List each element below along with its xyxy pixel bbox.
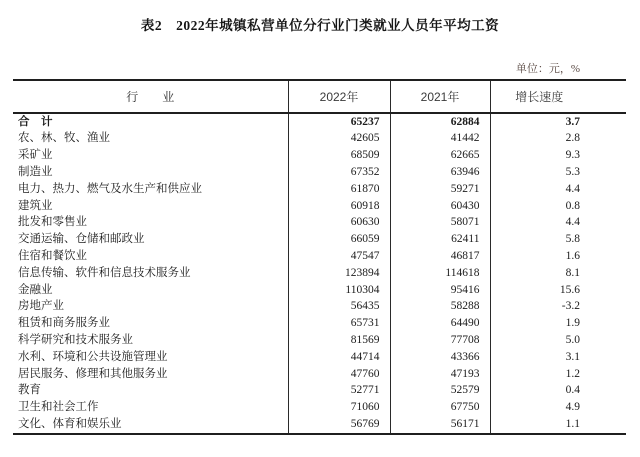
value-2021-cell: 95416 xyxy=(390,282,490,299)
industry-cell: 租赁和商务服务业 xyxy=(18,317,110,330)
industry-cell: 制造业 xyxy=(18,166,53,179)
growth-cell: 4.4 xyxy=(490,181,626,198)
growth-cell: 0.4 xyxy=(490,383,626,400)
unit-note: 单位：元，% xyxy=(515,63,580,75)
industry-cell: 信息传输、软件和信息技术服务业 xyxy=(18,266,191,279)
value-2022-cell: 47760 xyxy=(288,366,390,383)
growth-cell: 3.1 xyxy=(490,349,626,366)
value-2021-cell: 64490 xyxy=(390,316,490,333)
value-2021-cell: 46817 xyxy=(390,248,490,265)
industry-cell: 卫生和社会工作 xyxy=(18,401,99,414)
wage-table xyxy=(13,79,626,435)
column-header-2022: 2022年 xyxy=(288,80,390,113)
value-2022-cell: 42605 xyxy=(288,131,390,148)
value-2022-cell: 60630 xyxy=(288,215,390,232)
table-row xyxy=(13,299,626,316)
growth-cell: -3.2 xyxy=(490,299,626,316)
growth-cell: 2.8 xyxy=(490,131,626,148)
industry-cell: 住宿和餐饮业 xyxy=(18,250,87,263)
value-2022-cell: 44714 xyxy=(288,349,390,366)
value-2021-cell: 62665 xyxy=(390,148,490,165)
growth-cell: 4.9 xyxy=(490,400,626,417)
value-2022-cell: 56769 xyxy=(288,416,390,434)
value-2022-cell: 110304 xyxy=(288,282,390,299)
value-2022-cell: 66059 xyxy=(288,232,390,249)
table-body xyxy=(13,113,626,434)
value-2022-cell: 60918 xyxy=(288,198,390,215)
industry-cell: 金融业 xyxy=(18,283,53,296)
value-2021-cell: 41442 xyxy=(390,131,490,148)
table-row xyxy=(13,232,626,249)
industry-cell: 房地产业 xyxy=(18,300,64,313)
industry-cell: 教育 xyxy=(18,384,41,397)
growth-cell: 1.9 xyxy=(490,316,626,333)
value-2021-cell: 63946 xyxy=(390,164,490,181)
industry-cell: 农、林、牧、渔业 xyxy=(18,132,110,145)
value-2022-cell: 56435 xyxy=(288,299,390,316)
industry-cell: 批发和零售业 xyxy=(18,216,87,229)
value-2021-cell: 77708 xyxy=(390,332,490,349)
value-2022-cell: 67352 xyxy=(288,164,390,181)
growth-cell: 1.2 xyxy=(490,366,626,383)
growth-cell: 4.4 xyxy=(490,215,626,232)
table-row xyxy=(13,215,626,232)
industry-cell: 居民服务、修理和其他服务业 xyxy=(18,367,168,380)
value-2022-cell: 65731 xyxy=(288,316,390,333)
value-2021-cell: 52579 xyxy=(390,383,490,400)
industry-cell: 电力、热力、燃气及水生产和供应业 xyxy=(18,182,202,195)
table-row xyxy=(13,113,626,131)
growth-cell: 5.3 xyxy=(490,164,626,181)
column-header-growth: 增长速度 xyxy=(490,80,626,113)
table-header xyxy=(13,80,626,113)
value-2022-cell: 123894 xyxy=(288,265,390,282)
table-row xyxy=(13,198,626,215)
growth-cell: 1.6 xyxy=(490,248,626,265)
growth-cell: 5.0 xyxy=(490,332,626,349)
header-row xyxy=(13,80,626,113)
value-2021-cell: 43366 xyxy=(390,349,490,366)
table-row xyxy=(13,383,626,400)
growth-cell: 0.8 xyxy=(490,198,626,215)
growth-cell: 15.6 xyxy=(490,282,626,299)
value-2022-cell: 47547 xyxy=(288,248,390,265)
industry-cell: 采矿业 xyxy=(18,149,53,162)
value-2022-cell: 71060 xyxy=(288,400,390,417)
industry-cell: 建筑业 xyxy=(18,199,53,212)
industry-cell: 交通运输、仓储和邮政业 xyxy=(18,233,145,246)
value-2021-cell: 56171 xyxy=(390,416,490,434)
column-header-2021: 2021年 xyxy=(390,80,490,113)
value-2021-cell: 67750 xyxy=(390,400,490,417)
value-2021-cell: 60430 xyxy=(390,198,490,215)
value-2021-cell: 47193 xyxy=(390,366,490,383)
table-row xyxy=(13,366,626,383)
value-2021-cell: 58288 xyxy=(390,299,490,316)
value-2021-cell: 59271 xyxy=(390,181,490,198)
value-2022-cell: 68509 xyxy=(288,148,390,165)
table-row xyxy=(13,416,626,434)
table-row xyxy=(13,316,626,333)
growth-cell: 1.1 xyxy=(490,416,626,434)
growth-cell: 3.7 xyxy=(490,113,626,131)
table-title: 表2 2022年城镇私营单位分行业门类就业人员年平均工资 xyxy=(140,18,500,33)
column-header-industry: 行 业 xyxy=(13,80,288,113)
industry-cell: 合 计 xyxy=(18,115,53,128)
value-2021-cell: 58071 xyxy=(390,215,490,232)
table-row xyxy=(13,332,626,349)
table-row xyxy=(13,248,626,265)
value-2021-cell: 62411 xyxy=(390,232,490,249)
value-2021-cell: 114618 xyxy=(390,265,490,282)
value-2022-cell: 61870 xyxy=(288,181,390,198)
value-2022-cell: 81569 xyxy=(288,332,390,349)
value-2022-cell: 52771 xyxy=(288,383,390,400)
table-row xyxy=(13,349,626,366)
table-row xyxy=(13,131,626,148)
industry-cell: 科学研究和技术服务业 xyxy=(18,334,133,346)
value-2022-cell: 65237 xyxy=(288,113,390,131)
value-2021-cell: 62884 xyxy=(390,113,490,131)
table-row xyxy=(13,148,626,165)
industry-cell: 水利、环境和公共设施管理业 xyxy=(18,350,168,363)
growth-cell: 5.8 xyxy=(490,232,626,249)
industry-cell: 文化、体育和娱乐业 xyxy=(18,417,122,430)
table-row xyxy=(13,282,626,299)
table-row xyxy=(13,181,626,198)
growth-cell: 9.3 xyxy=(490,148,626,165)
table-row xyxy=(13,400,626,417)
growth-cell: 8.1 xyxy=(490,265,626,282)
table-row xyxy=(13,265,626,282)
table-row xyxy=(13,164,626,181)
